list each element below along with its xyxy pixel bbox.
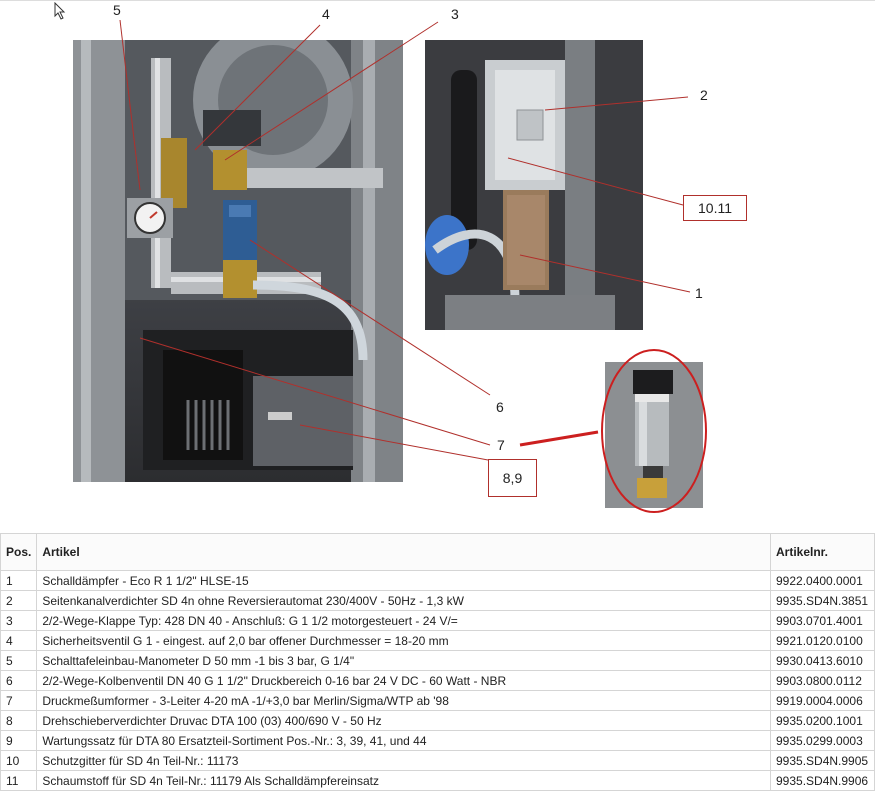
pos-cell: 4 <box>1 631 37 651</box>
table-row <box>1 651 875 671</box>
pos-cell: 3 <box>1 611 37 631</box>
artikel-cell: Drehschieberverdichter Druvac DTA 100 (03) 400/690 V - 50 Hz <box>37 711 771 731</box>
artikel-cell: Schalldämpfer - Eco R 1 1/2" HLSE-15 <box>37 571 771 591</box>
artikelnr-cell: 9935.SD4N.3851 <box>771 591 875 611</box>
artikel-cell: 2/2-Wege-Kolbenventil DN 40 G 1 1/2" Druckbereich 0-16 bar 24 V DC - 60 Watt - NBR <box>37 671 771 691</box>
callout-10-11: 10.11 <box>683 195 747 221</box>
table-row <box>1 691 875 711</box>
table-header-row <box>1 534 875 571</box>
table-row <box>1 591 875 611</box>
table-row <box>1 771 875 791</box>
table-row <box>1 631 875 651</box>
artikelnr-cell: 9919.0004.0006 <box>771 691 875 711</box>
artikel-cell: Druckmeßumformer - 3-Leiter 4-20 mA -1/+3,0 bar Merlin/Sigma/WTP ab '98 <box>37 691 771 711</box>
callout-3: 3 <box>451 6 459 22</box>
header-pos: Pos. <box>1 534 37 571</box>
artikelnr-cell: 9922.0400.0001 <box>771 571 875 591</box>
callout-7: 7 <box>497 437 505 453</box>
artikelnr-cell: 9935.SD4N.9905 <box>771 751 875 771</box>
artikelnr-cell: 9903.0800.0112 <box>771 671 875 691</box>
artikelnr-cell: 9935.0299.0003 <box>771 731 875 751</box>
artikelnr-cell: 9935.0200.1001 <box>771 711 875 731</box>
pos-cell: 10 <box>1 751 37 771</box>
artikel-cell: Wartungssatz für DTA 80 Ersatzteil-Sortiment Pos.-Nr.: 3, 39, 41, und 44 <box>37 731 771 751</box>
artikel-cell: Sicherheitsventil G 1 - eingest. auf 2,0 bar offener Durchmesser = 18-20 mm <box>37 631 771 651</box>
parts-table <box>0 533 875 791</box>
header-artikelnr: Artikelnr. <box>771 534 875 571</box>
artikel-cell: Seitenkanalverdichter SD 4n ohne Reversierautomat 230/400V - 50Hz - 1,3 kW <box>37 591 771 611</box>
pos-cell: 1 <box>1 571 37 591</box>
pos-cell: 5 <box>1 651 37 671</box>
table-row <box>1 571 875 591</box>
artikel-cell: Schutzgitter für SD 4n Teil-Nr.: 11173 <box>37 751 771 771</box>
artikel-cell: 2/2-Wege-Klappe Typ: 428 DN 40 - Anschluß: G 1 1/2 motorgesteuert - 24 V/= <box>37 611 771 631</box>
artikel-cell: Schaumstoff für SD 4n Teil-Nr.: 11179 Als Schalldämpfereinsatz <box>37 771 771 791</box>
callout-5: 5 <box>113 2 121 18</box>
pressure-transducer-photo <box>605 362 703 508</box>
callout-4: 4 <box>322 6 330 22</box>
callout-6: 6 <box>496 399 504 415</box>
callout-8-9: 8,9 <box>488 459 537 497</box>
artikelnr-cell: 9935.SD4N.9906 <box>771 771 875 791</box>
artikel-cell: Schalttafeleinbau-Manometer D 50 mm -1 bis 3 bar, G 1/4" <box>37 651 771 671</box>
side-channel-blower-photo <box>425 40 643 330</box>
machine-overview-photo <box>73 40 403 482</box>
pos-cell: 2 <box>1 591 37 611</box>
artikelnr-cell: 9930.0413.6010 <box>771 651 875 671</box>
table-row <box>1 731 875 751</box>
callout-1: 1 <box>695 285 703 301</box>
mouse-pointer-icon <box>54 2 66 20</box>
header-artikel: Artikel <box>37 534 771 571</box>
top-divider <box>0 0 875 1</box>
callout-2: 2 <box>700 87 708 103</box>
pos-cell: 8 <box>1 711 37 731</box>
table-row <box>1 611 875 631</box>
table-row <box>1 711 875 731</box>
table-row <box>1 751 875 771</box>
pos-cell: 9 <box>1 731 37 751</box>
pos-cell: 6 <box>1 671 37 691</box>
pos-cell: 7 <box>1 691 37 711</box>
table-row <box>1 671 875 691</box>
pos-cell: 11 <box>1 771 37 791</box>
artikelnr-cell: 9903.0701.4001 <box>771 611 875 631</box>
artikelnr-cell: 9921.0120.0100 <box>771 631 875 651</box>
